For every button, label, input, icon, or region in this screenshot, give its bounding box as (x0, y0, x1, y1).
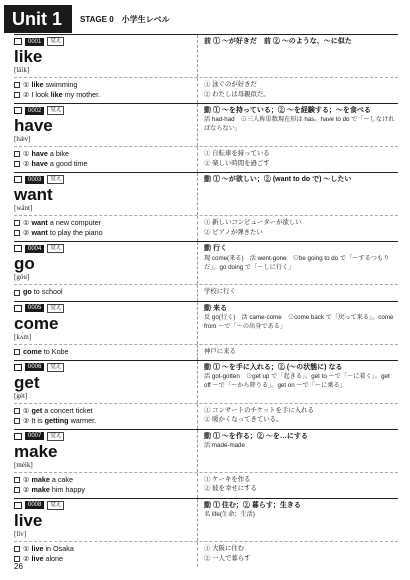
checkbox-icon[interactable] (14, 487, 20, 493)
example-suffix: him happy (49, 484, 86, 494)
checkbox-icon[interactable] (14, 176, 22, 183)
example-phrase (14, 218, 193, 228)
example-prefix: ② I look (23, 90, 51, 100)
example-block (14, 345, 198, 360)
entry-number-line (14, 432, 193, 441)
headword: want (14, 185, 53, 205)
checkbox-icon[interactable] (14, 92, 20, 98)
word-entry (14, 301, 398, 360)
entry-number: 0008 (25, 501, 44, 509)
memorize-tag: 覚え (47, 363, 64, 372)
example-keyword: have (31, 149, 48, 159)
example-suffix: a concert ticket (42, 405, 93, 415)
checkbox-icon[interactable] (14, 408, 20, 414)
stage-label: STAGE 0 小学生レベル (80, 14, 170, 24)
example-prefix: ② (23, 159, 32, 169)
example-translation: ① 自転車を持っている (204, 150, 270, 158)
example-block (14, 216, 198, 241)
example-translation: ② 一人で暮らす (204, 554, 251, 562)
translation-block (198, 285, 398, 300)
translation-block (198, 345, 398, 360)
usage-note: 活 had-had ⊙三人称単数現在形は has。have to do で「〜しなければならない」 (204, 116, 395, 133)
example-phrase (14, 554, 193, 564)
unit-badge: Unit 1 (4, 5, 72, 33)
example-prefix: ② It is (23, 415, 45, 425)
usage-note: 活 got-gotten ⊙get up で「起きる」。get to 〜で「〜に着く」。get off 〜で「〜から降りる」。get on 〜で「〜に乗る」 (204, 372, 390, 389)
example-keyword: live (31, 554, 44, 564)
meaning-block (198, 173, 398, 215)
example-prefix: ① (23, 218, 32, 228)
checkbox-icon[interactable] (14, 364, 22, 371)
headword: get (14, 372, 40, 392)
checkbox-icon[interactable] (14, 245, 22, 252)
example-prefix: ① (23, 543, 32, 553)
example-keyword: get (31, 405, 43, 415)
pronunciation: [láik] (14, 66, 30, 74)
checkbox-icon[interactable] (14, 161, 20, 167)
headword: come (14, 313, 59, 333)
example-suffix: a good time (47, 159, 88, 169)
memorize-tag: 覚え (47, 37, 64, 46)
example-block (14, 542, 198, 567)
pronunciation: [hǽv] (14, 135, 31, 144)
example-prefix: ① (23, 80, 32, 89)
headword-block (14, 173, 198, 215)
usage-note: 活 made-made (204, 441, 245, 449)
example-translation: ① ケーキを作る (204, 475, 251, 483)
example-suffix: alone (43, 554, 64, 564)
memorize-tag: 覚え (47, 304, 64, 313)
entry-number-line (14, 37, 193, 46)
example-keyword: like (31, 80, 44, 89)
example-prefix: ① (23, 405, 32, 415)
example-translation: 学校に行く (204, 288, 236, 296)
pronunciation: [kʌ́m] (14, 332, 32, 341)
headword-block (14, 302, 198, 344)
example-suffix: a bike (47, 149, 70, 159)
checkbox-icon[interactable] (14, 433, 22, 440)
headword: live (14, 510, 43, 530)
entry-number-line (14, 501, 193, 510)
headword: make (14, 441, 58, 461)
memorize-tag: 覚え (47, 175, 64, 184)
example-suffix: my mother. (62, 90, 101, 100)
example-block (14, 473, 198, 498)
example-translation: ② 彼を幸せにする (204, 485, 257, 493)
pronunciation: [góu] (14, 273, 30, 282)
example-phrase (14, 159, 193, 169)
checkbox-icon[interactable] (14, 349, 20, 355)
example-translation: 神戸に来る (204, 347, 236, 355)
checkbox-icon[interactable] (14, 151, 20, 157)
usage-note: 名 life(生命；生活) (204, 511, 255, 519)
example-translation: ② ピアノが弾きたい (204, 228, 263, 236)
checkbox-icon[interactable] (14, 290, 20, 296)
meaning-block (198, 430, 398, 472)
checkbox-icon[interactable] (14, 38, 22, 45)
meaning: 前 ① 〜が好きだ 前 ② 〜のような、〜に似た (204, 38, 352, 45)
example-phrase (14, 287, 193, 297)
meaning: 動 ① 〜を手に入れる；② (〜の状態に) なる (204, 363, 343, 371)
page-number: 26 (14, 562, 23, 571)
example-block (14, 78, 198, 103)
meaning: 動 ① 〜を作る；② 〜を…にする (204, 432, 308, 440)
example-keyword: go (23, 287, 32, 297)
example-phrase (14, 228, 193, 238)
word-entry (14, 429, 398, 498)
example-suffix: warmer. (68, 415, 97, 425)
example-block (14, 404, 198, 429)
word-list (14, 34, 398, 567)
example-keyword: want (31, 228, 48, 238)
example-translation: ① コンサートのチケットを手に入れる (204, 406, 314, 414)
example-keyword: getting (44, 415, 69, 425)
word-entry (14, 103, 398, 172)
example-translation: ① 大阪に住む (204, 544, 245, 552)
example-suffix: to Kobe (41, 346, 69, 356)
memorize-tag: 覚え (47, 432, 64, 441)
headword-block (14, 361, 198, 403)
entry-number-line (14, 304, 193, 313)
example-phrase (14, 416, 193, 426)
example-keyword: come (23, 346, 42, 356)
word-entry (14, 241, 398, 300)
example-translation: ① 新しいコンピューターが欲しい (204, 219, 302, 227)
example-prefix: ② (23, 228, 32, 238)
example-keyword: want (31, 218, 48, 228)
checkbox-icon[interactable] (14, 107, 22, 114)
entry-number: 0003 (25, 176, 44, 184)
pronunciation: [méik] (14, 460, 33, 469)
example-suffix: a cake (49, 474, 74, 484)
example-suffix: swimming (43, 80, 78, 89)
entry-number-line (14, 106, 193, 115)
example-prefix: ② (23, 554, 32, 564)
meaning-block (198, 499, 398, 541)
example-translation: ② 暖かくなってきている。 (204, 416, 283, 424)
example-translation: ② わたしは母親似だ。 (204, 90, 270, 98)
entry-number: 0006 (25, 363, 44, 371)
pronunciation: [gét] (14, 391, 28, 400)
checkbox-icon[interactable] (14, 546, 20, 552)
translation-block (198, 542, 398, 567)
example-prefix: ① (23, 474, 32, 484)
unit-header (4, 4, 406, 34)
entry-number: 0001 (25, 38, 44, 46)
example-suffix: in Osaka (43, 543, 74, 553)
example-keyword: have (31, 159, 48, 169)
pronunciation: [wánt] (14, 204, 33, 213)
translation-block (198, 404, 398, 429)
example-phrase (14, 347, 193, 357)
entry-number-line (14, 175, 193, 184)
word-entry (14, 360, 398, 429)
word-entry (14, 34, 398, 103)
word-entry (14, 498, 398, 567)
headword: have (14, 116, 53, 136)
example-keyword: like (50, 90, 63, 100)
translation-block (198, 147, 398, 172)
word-entry (14, 172, 398, 241)
memorize-tag: 覚え (47, 244, 64, 253)
example-prefix: ① (23, 149, 32, 159)
headword: like (14, 47, 43, 66)
entry-number: 0007 (25, 432, 44, 440)
translation-block (198, 78, 398, 103)
example-suffix: a new computer (47, 218, 101, 228)
example-phrase (14, 475, 193, 485)
example-phrase (14, 485, 193, 495)
checkbox-icon[interactable] (14, 502, 22, 509)
checkbox-icon[interactable] (14, 305, 22, 312)
meaning: 動 ① 住む；② 暮らす；生きる (204, 501, 301, 509)
example-translation: ② 楽しい時間を過ごす (204, 159, 270, 167)
meaning-block (198, 104, 398, 146)
example-phrase (14, 90, 193, 100)
example-phrase (14, 544, 193, 554)
memorize-tag: 覚え (47, 501, 64, 510)
example-prefix: ② (23, 484, 32, 494)
example-keyword: make (31, 484, 50, 494)
meaning-block (198, 242, 398, 284)
entry-number: 0002 (25, 107, 44, 115)
headword-block (14, 499, 198, 541)
headword-block (14, 35, 198, 77)
example-phrase (14, 406, 193, 416)
example-keyword: live (31, 543, 44, 553)
usage-note: 反 go(行く) 活 came-come ⊙come back で「戻って来る」。come from 〜で「〜の出身である」 (204, 313, 394, 330)
example-phrase (14, 149, 193, 159)
example-keyword: make (31, 474, 50, 484)
headword-block (14, 430, 198, 472)
translation-block (198, 473, 398, 498)
memorize-tag: 覚え (47, 106, 64, 115)
translation-block (198, 216, 398, 241)
example-phrase (14, 80, 193, 90)
example-block (14, 147, 198, 172)
checkbox-icon[interactable] (14, 230, 20, 236)
example-suffix: to play the piano (47, 228, 103, 238)
entry-number: 0004 (25, 245, 44, 253)
meaning: 動 行く (204, 245, 227, 253)
meaning: 動 来る (204, 304, 227, 312)
entry-number-line (14, 363, 193, 372)
headword-block (14, 104, 198, 146)
checkbox-icon[interactable] (14, 82, 20, 88)
entry-number: 0005 (25, 304, 44, 312)
example-suffix: to school (31, 287, 63, 297)
checkbox-icon[interactable] (14, 220, 20, 226)
meaning-block (198, 302, 398, 344)
pronunciation: [lív] (14, 529, 27, 538)
example-translation: ① 泳ぐのが好きだ (204, 81, 257, 88)
checkbox-icon[interactable] (14, 418, 20, 424)
example-block (14, 285, 198, 300)
headword: go (14, 254, 35, 274)
checkbox-icon[interactable] (14, 477, 20, 483)
meaning: 動 ① 〜を持っている；② 〜を経験する；〜を食べる (204, 107, 371, 115)
usage-note: 現 come(来る) 活 went-gone ⊙be going to do で「〜するつもりだ」。go doing で「〜しに行く」 (204, 254, 390, 271)
meaning-block (198, 35, 398, 77)
meaning: 動 ① 〜が欲しい；② (want to do で) 〜したい (204, 176, 352, 184)
meaning-block (198, 361, 398, 403)
entry-number-line (14, 244, 193, 253)
headword-block (14, 242, 198, 284)
